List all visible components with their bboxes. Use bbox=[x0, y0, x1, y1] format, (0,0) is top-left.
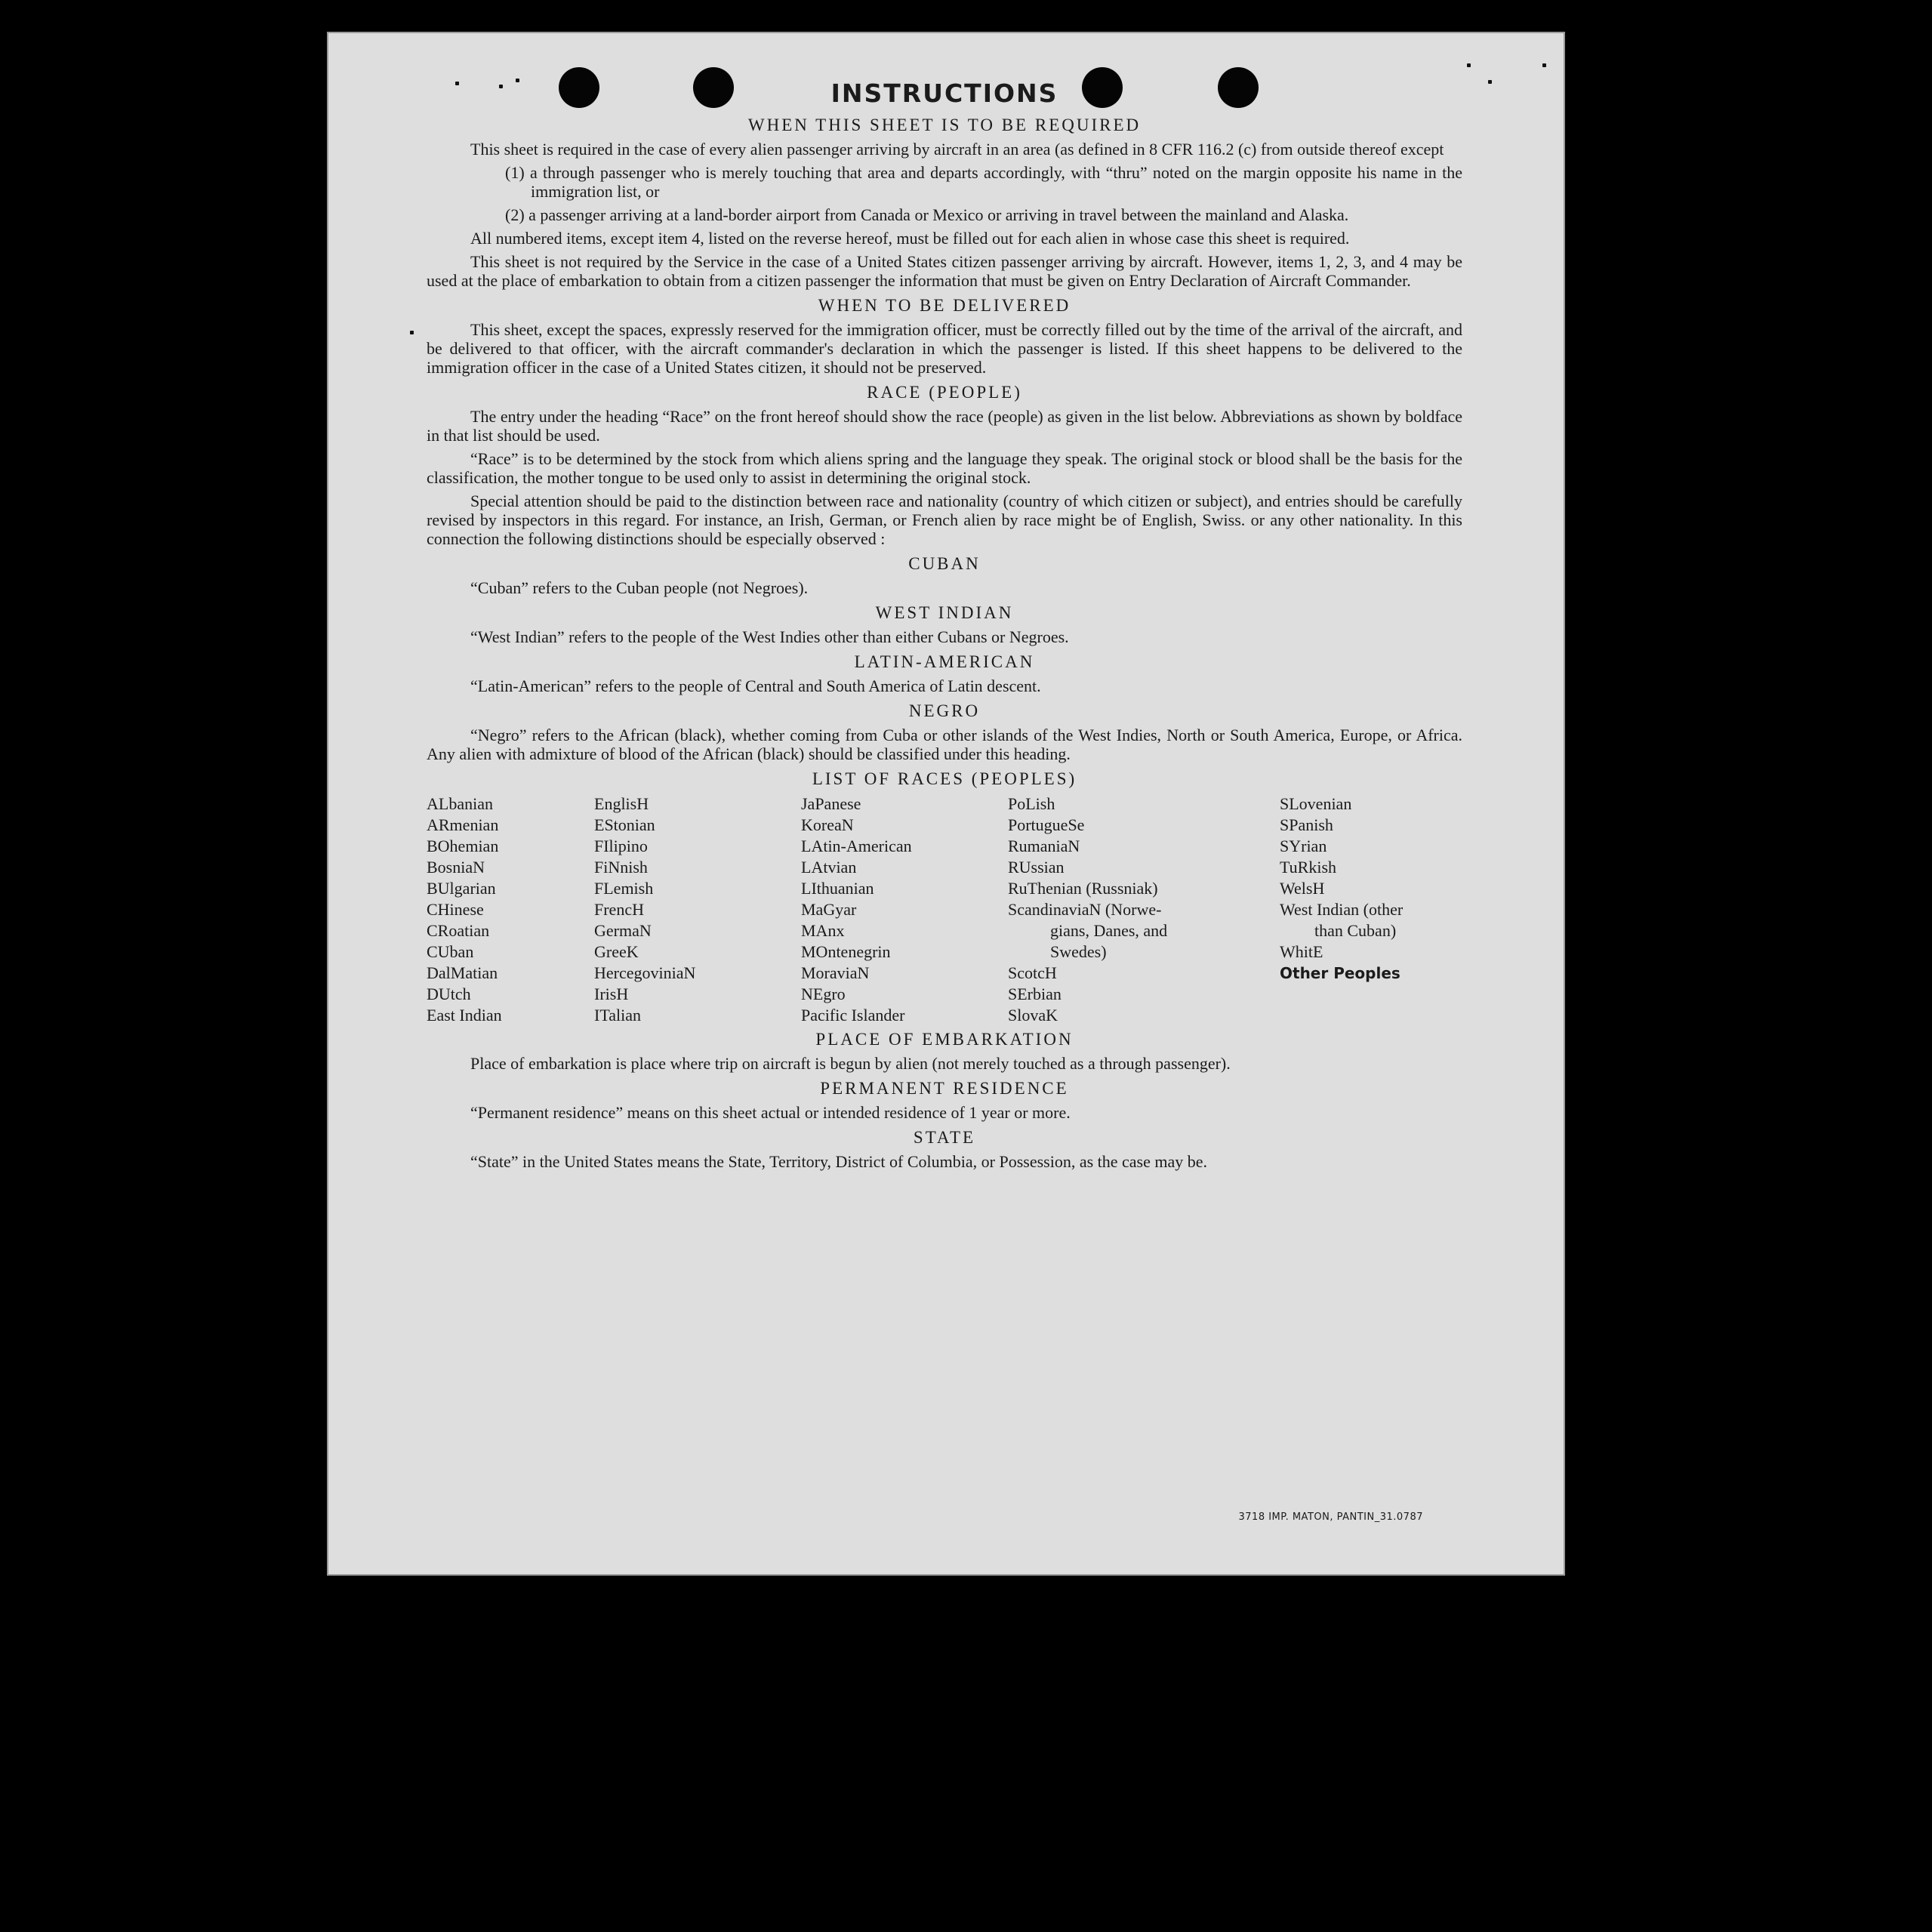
race-item: FrencH bbox=[594, 900, 644, 919]
section-heading: CUBAN bbox=[908, 554, 981, 573]
race-item: PoLish bbox=[1008, 794, 1055, 813]
race-item: RuThenian (Russniak) bbox=[1008, 879, 1158, 898]
section-heading: LIST OF RACES (PEOPLES) bbox=[812, 769, 1077, 788]
printer-imprint: 3718 IMP. MATON, PANTIN_31.0787 bbox=[1238, 1511, 1423, 1523]
race-item: PortugueSe bbox=[1008, 815, 1085, 834]
race-item: FIlipino bbox=[594, 837, 648, 855]
race-item: SErbian bbox=[1008, 984, 1062, 1003]
race-item: LAtvian bbox=[801, 858, 857, 877]
race-item: WelsH bbox=[1280, 879, 1325, 898]
speck bbox=[410, 331, 414, 334]
section-heading: PLACE OF EMBARKATION bbox=[815, 1030, 1074, 1049]
race-item: LIthuanian bbox=[801, 879, 874, 898]
race-item: MoraviaN bbox=[801, 963, 870, 982]
race-item: CUban bbox=[427, 942, 474, 961]
race-item: DalMatian bbox=[427, 963, 498, 982]
race-item: LAtin-American bbox=[801, 837, 912, 855]
race-item: CRoatian bbox=[427, 921, 490, 940]
race-item: ScotcH bbox=[1008, 963, 1057, 982]
paragraph: Place of embarkation is place where trip on aircraft is begun by alien (not merely touched as a through passenger). bbox=[470, 1054, 1231, 1073]
document-sheet bbox=[327, 32, 1565, 1576]
race-item: EStonian bbox=[594, 815, 655, 834]
paragraph: “Negro” refers to the African (black), whether coming from Cuba or other islands of the West Indies, North or South America, Europe, or Africa. Any alien with admixture of blood of the African (black) should be classified under this heading. bbox=[427, 726, 1462, 763]
race-item: MAnx bbox=[801, 921, 845, 940]
section-heading: WHEN THIS SHEET IS TO BE REQUIRED bbox=[747, 116, 1142, 134]
race-item: SYrian bbox=[1280, 837, 1327, 855]
race-column bbox=[1008, 793, 1167, 1026]
race-item: EnglisH bbox=[594, 794, 649, 813]
race-item: gians, Danes, and bbox=[1050, 921, 1168, 940]
race-item: GreeK bbox=[594, 942, 639, 961]
list-item: (2) a passenger arriving at a land-border airport from Canada or Mexico or arriving in travel between the mainland and Alaska. bbox=[505, 205, 1349, 224]
race-item: KoreaN bbox=[801, 815, 854, 834]
section-heading: RACE (PEOPLE) bbox=[867, 383, 1022, 402]
race-item: RUssian bbox=[1008, 858, 1065, 877]
race-item: Other Peoples bbox=[1280, 964, 1400, 982]
race-item: DUtch bbox=[427, 984, 471, 1003]
race-item: IrisH bbox=[594, 984, 629, 1003]
race-item: Swedes) bbox=[1050, 942, 1107, 961]
paragraph: “State” in the United States means the State, Territory, District of Columbia, or Possession, as the case may be. bbox=[470, 1152, 1208, 1171]
race-item: FiNnish bbox=[594, 858, 648, 877]
section-heading: NEGRO bbox=[908, 701, 981, 720]
page-title: INSTRUCTIONS bbox=[830, 79, 1058, 108]
race-item: East Indian bbox=[427, 1006, 502, 1025]
race-item: BUlgarian bbox=[427, 879, 496, 898]
section-heading: STATE bbox=[913, 1128, 976, 1147]
section-heading: LATIN-AMERICAN bbox=[854, 652, 1035, 671]
race-column bbox=[594, 793, 695, 1026]
race-item: ITalian bbox=[594, 1006, 641, 1025]
section-heading: WEST INDIAN bbox=[875, 603, 1014, 622]
race-item: than Cuban) bbox=[1314, 921, 1397, 940]
speck bbox=[1542, 63, 1546, 67]
race-item: West Indian (other bbox=[1280, 900, 1404, 919]
paragraph: This sheet, except the spaces, expressly reserved for the immigration officer, must be correctly filled out by the time of the arrival of the aircraft, and be delivered to that officer, with the aircraft commander's declaration in which the passenger is listed. If this sheet happens to be delivered to the immigration officer in the case of a United States citizen, it should not be preserved. bbox=[427, 320, 1462, 377]
race-item: BOhemian bbox=[427, 837, 499, 855]
race-item: TuRkish bbox=[1280, 858, 1337, 877]
race-item: FLemish bbox=[594, 879, 654, 898]
race-item: ARmenian bbox=[427, 815, 499, 834]
race-item: MaGyar bbox=[801, 900, 857, 919]
paragraph: The entry under the heading “Race” on the front hereof should show the race (people) as given in the list below. Abbreviations as shown by boldface in that list should be used. bbox=[427, 407, 1462, 445]
paragraph: Special attention should be paid to the distinction between race and nationality (country of which citizen or subject), and entries should be carefully revised by inspectors in this regard. For instance, an Irish, German, or French alien by race might be of English, Swiss. or any other nationality. In this connection the following distinctions should be especially observed : bbox=[427, 491, 1462, 548]
race-item: RumaniaN bbox=[1008, 837, 1080, 855]
race-item: SPanish bbox=[1280, 815, 1333, 834]
race-item: ALbanian bbox=[427, 794, 493, 813]
race-item: GermaN bbox=[594, 921, 652, 940]
speck bbox=[1467, 63, 1471, 67]
paragraph: All numbered items, except item 4, listed on the reverse hereof, must be filled out for each alien in whose case this sheet is required. bbox=[470, 229, 1350, 248]
race-item: Pacific Islander bbox=[801, 1006, 905, 1025]
speck bbox=[1488, 80, 1492, 84]
paragraph: “Cuban” refers to the Cuban people (not Negroes). bbox=[470, 578, 809, 597]
race-item: NEgro bbox=[801, 984, 846, 1003]
section-heading: WHEN TO BE DELIVERED bbox=[818, 296, 1071, 315]
race-column bbox=[801, 793, 912, 1026]
race-item: SlovaK bbox=[1008, 1006, 1058, 1025]
paragraph: This sheet is not required by the Service in the case of a United States citizen passenger arriving by aircraft. However, items 1, 2, 3, and 4 may be used at the place of embarkation to obtain from a citizen passenger the information that must be given on Entry Declaration of Aircraft Commander. bbox=[427, 252, 1462, 290]
race-item: HercegoviniaN bbox=[594, 963, 696, 982]
race-item: SLovenian bbox=[1280, 794, 1352, 813]
paragraph: “Race” is to be determined by the stock from which aliens spring and the language they speak. The original stock or blood shall be the basis for the classification, the mother tongue to be used only to assist in determining the original stock. bbox=[427, 449, 1462, 487]
race-item: CHinese bbox=[427, 900, 484, 919]
race-item: MOntenegrin bbox=[801, 942, 891, 961]
race-item: BosniaN bbox=[427, 858, 485, 877]
list-item: (1) a through passenger who is merely touching that area and departs accordingly, with “thru” noted on the margin opposite his name in the immigration list, or bbox=[505, 163, 1462, 201]
race-column bbox=[1280, 793, 1403, 984]
section-heading: PERMANENT RESIDENCE bbox=[820, 1079, 1069, 1098]
instructions-content bbox=[427, 79, 1462, 1176]
race-column bbox=[427, 793, 502, 1026]
race-item: JaPanese bbox=[801, 794, 861, 813]
paragraph: This sheet is required in the case of every alien passenger arriving by aircraft in an area (as defined in 8 CFR 116.2 (c) from outside thereof except bbox=[470, 140, 1444, 159]
paragraph: “Latin-American” refers to the people of Central and South America of Latin descent. bbox=[470, 676, 1041, 695]
race-list bbox=[427, 793, 1462, 1024]
paragraph: “West Indian” refers to the people of the West Indies other than either Cubans or Negroes. bbox=[470, 627, 1069, 646]
race-item: WhitE bbox=[1280, 942, 1323, 961]
race-item: ScandinaviaN (Norwe- bbox=[1008, 900, 1162, 919]
paragraph: “Permanent residence” means on this sheet actual or intended residence of 1 year or more. bbox=[470, 1103, 1071, 1122]
